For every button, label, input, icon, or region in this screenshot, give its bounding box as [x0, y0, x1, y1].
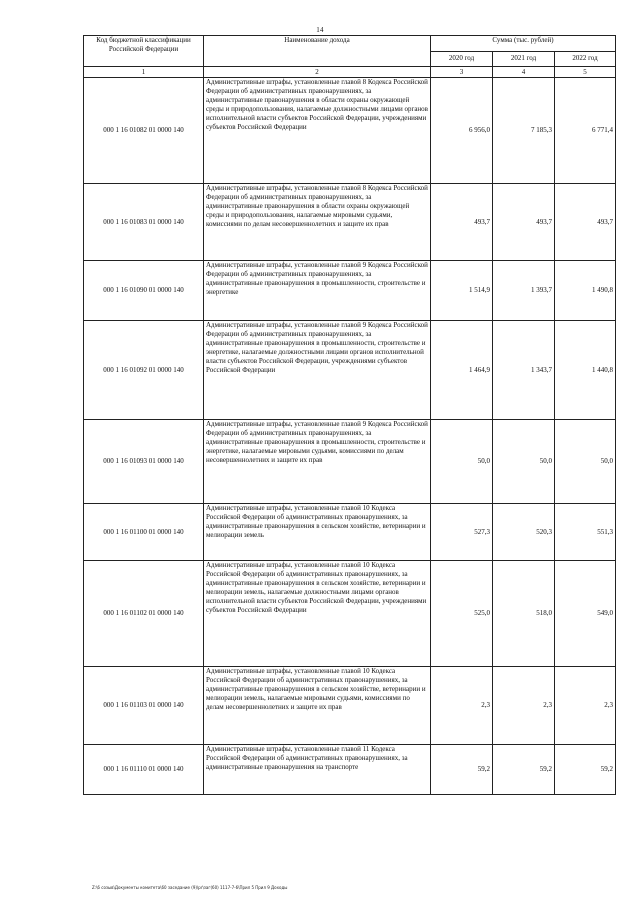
- table-row: [84, 504, 616, 561]
- header-code: Код бюджетной классификации Российской Федерации: [84, 36, 204, 67]
- amount-2021: 1 393,7: [493, 261, 555, 321]
- amount-2020: 525,0: [431, 561, 493, 667]
- table-row: [84, 667, 616, 745]
- budget-code: 000 1 16 01092 01 0000 140: [84, 321, 204, 420]
- column-number: 1: [84, 67, 204, 78]
- amount-2021: 520,3: [493, 504, 555, 561]
- amount-2020: 1 464,9: [431, 321, 493, 420]
- amount-2022: 549,0: [555, 561, 616, 667]
- table-row: [84, 184, 616, 261]
- income-name: Административные штрафы, установленные главой 10 Кодекса Российской Федерации об административных правонарушениях, за административные правонарушения в сельском хозяйстве, ветеринарии и мелиорации земель, налагаемые мировыми судьями, комиссиями по делам несовершеннолетних и защите их прав: [204, 667, 431, 745]
- header-sum: Сумма (тыс. рублей): [431, 36, 616, 52]
- budget-code: 000 1 16 01102 01 0000 140: [84, 561, 204, 667]
- amount-2020: 6 956,0: [431, 78, 493, 184]
- budget-table: [83, 35, 616, 795]
- amount-2022: 493,7: [555, 184, 616, 261]
- income-name: Административные штрафы, установленные главой 10 Кодекса Российской Федерации об административных правонарушениях, за административные правонарушения в сельском хозяйстве, ветеринарии и мелиорации земель: [204, 504, 431, 561]
- amount-2020: 59,2: [431, 745, 493, 795]
- amount-2022: 6 771,4: [555, 78, 616, 184]
- header-name: Наименование дохода: [204, 36, 431, 67]
- amount-2020: 50,0: [431, 420, 493, 504]
- income-name: Административные штрафы, установленные главой 10 Кодекса Российской Федерации об административных правонарушениях, за административные правонарушения в сельском хозяйстве, ветеринарии и мелиорации земель, налагаемые должностными лицами органов исполнительной власти субъектов Российской Федерации, учреждениями субъектов Российской Федерации: [204, 561, 431, 667]
- page-number: 14: [316, 26, 324, 34]
- amount-2022: 50,0: [555, 420, 616, 504]
- budget-code: 000 1 16 01093 01 0000 140: [84, 420, 204, 504]
- amount-2022: 1 490,8: [555, 261, 616, 321]
- amount-2021: 493,7: [493, 184, 555, 261]
- header-year-2022: 2022 год: [555, 51, 616, 67]
- header-year-2020: 2020 год: [431, 51, 493, 67]
- amount-2020: 2,3: [431, 667, 493, 745]
- column-number: 3: [431, 67, 493, 78]
- amount-2021: 59,2: [493, 745, 555, 795]
- budget-code: 000 1 16 01110 01 0000 140: [84, 745, 204, 795]
- amount-2021: 518,0: [493, 561, 555, 667]
- income-name: Административные штрафы, установленные главой 11 Кодекса Российской Федерации об административных правонарушениях, за административные правонарушения на транспорте: [204, 745, 431, 795]
- column-number: 2: [204, 67, 431, 78]
- budget-code: 000 1 16 01083 01 0000 140: [84, 184, 204, 261]
- budget-code: 000 1 16 01103 01 0000 140: [84, 667, 204, 745]
- amount-2021: 2,3: [493, 667, 555, 745]
- column-number: 4: [493, 67, 555, 78]
- table-row: [84, 78, 616, 184]
- amount-2022: 1 440,8: [555, 321, 616, 420]
- amount-2021: 50,0: [493, 420, 555, 504]
- amount-2020: 1 514,9: [431, 261, 493, 321]
- budget-code: 000 1 16 01082 01 0000 140: [84, 78, 204, 184]
- amount-2020: 493,7: [431, 184, 493, 261]
- amount-2021: 1 343,7: [493, 321, 555, 420]
- budget-code: 000 1 16 01090 01 0000 140: [84, 261, 204, 321]
- amount-2020: 527,3: [431, 504, 493, 561]
- income-name: Административные штрафы, установленные главой 9 Кодекса Российской Федерации об административных правонарушениях, за административные правонарушения в промышленности, строительстве и энергетике, налагаемые мировыми судьями, комиссиями по делам несовершеннолетних и защите их прав: [204, 420, 431, 504]
- table-row: [84, 561, 616, 667]
- table-row: [84, 420, 616, 504]
- amount-2022: 551,3: [555, 504, 616, 561]
- column-number: 5: [555, 67, 616, 78]
- amount-2021: 7 185,3: [493, 78, 555, 184]
- table-row: [84, 321, 616, 420]
- header-year-2021: 2021 год: [493, 51, 555, 67]
- income-name: Административные штрафы, установленные главой 9 Кодекса Российской Федерации об административных правонарушениях, за административные правонарушения в промышленности, строительстве и энергетике: [204, 261, 431, 321]
- budget-code: 000 1 16 01100 01 0000 140: [84, 504, 204, 561]
- table-row: [84, 745, 616, 795]
- table-row: [84, 261, 616, 321]
- file-path-footer: Z:\6 созыв\Документы комитета\60 заседание (9)\pr\заг(60) 1117-7-6\Прил 5 Прил 9 Доходы: [92, 885, 288, 890]
- income-name: Административные штрафы, установленные главой 8 Кодекса Российской Федерации об административных правонарушениях, за административные правонарушения в области охраны окружающей среды и природопользования, налагаемые мировыми судьями, комиссиями по делам несовершеннолетних и защите их прав: [204, 184, 431, 261]
- income-name: Административные штрафы, установленные главой 9 Кодекса Российской Федерации об административных правонарушениях, за административные правонарушения в промышленности, строительстве и энергетике, налагаемые должностными лицами органов исполнительной власти субъектов Российской Федерации, учреждениями субъектов Российской Федерации: [204, 321, 431, 420]
- amount-2022: 59,2: [555, 745, 616, 795]
- income-name: Административные штрафы, установленные главой 8 Кодекса Российской Федерации об административных правонарушениях, за административные правонарушения в области охраны окружающей среды и природопользования, налагаемые должностными лицами органов исполнительной власти субъектов Российской Федерации, учреждениями субъектов Российской Федерации: [204, 78, 431, 184]
- amount-2022: 2,3: [555, 667, 616, 745]
